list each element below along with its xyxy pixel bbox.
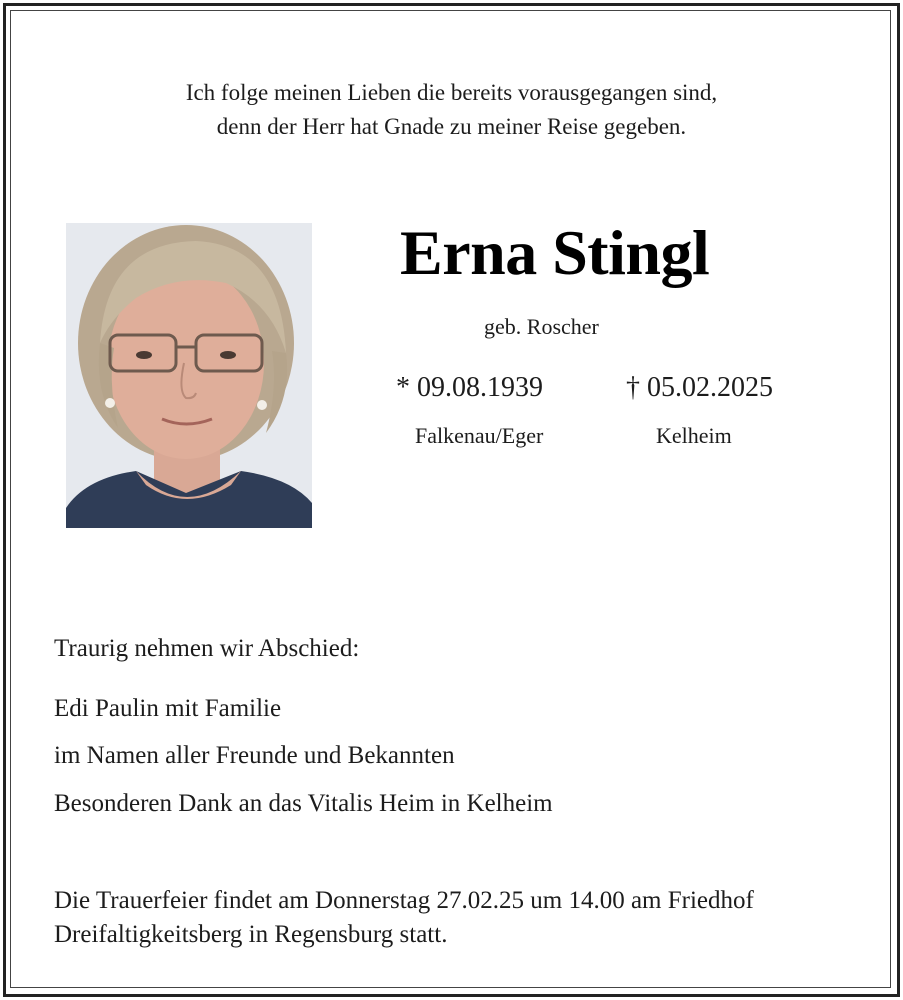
birth-date: * 09.08.1939 (396, 372, 543, 403)
maiden-name: geb. Roscher (484, 314, 599, 339)
mourner-line-2: im Namen aller Freunde und Bekannten (54, 742, 455, 769)
portrait-illustration (66, 223, 312, 528)
farewell-intro: Traurig nehmen wir Abschied: (54, 635, 360, 662)
death-date: † 05.02.2025 (626, 372, 773, 403)
birth-place: Falkenau/Eger (415, 423, 544, 448)
verse-line-2: denn der Herr hat Gnade zu meiner Reise gegeben. (216, 114, 687, 139)
funeral-line-2: Dreifaltigkeitsberg in Regensburg statt. (54, 921, 448, 948)
funeral-line-1: Die Trauerfeier findet am Donnerstag 27.02.25 um 14.00 am Friedhof (54, 887, 754, 914)
portrait-photo (66, 223, 312, 528)
mourner-line-3: Besonderen Dank an das Vitalis Heim in Kelheim (54, 790, 553, 817)
deceased-name: Erna Stingl (400, 217, 710, 288)
verse (0, 76, 903, 144)
mourner-line-1: Edi Paulin mit Familie (54, 695, 282, 722)
funeral-notice (54, 884, 854, 952)
verse-line-1: Ich folge meinen Lieben die bereits vorausgegangen sind, (185, 80, 718, 105)
death-place: Kelheim (656, 423, 732, 448)
